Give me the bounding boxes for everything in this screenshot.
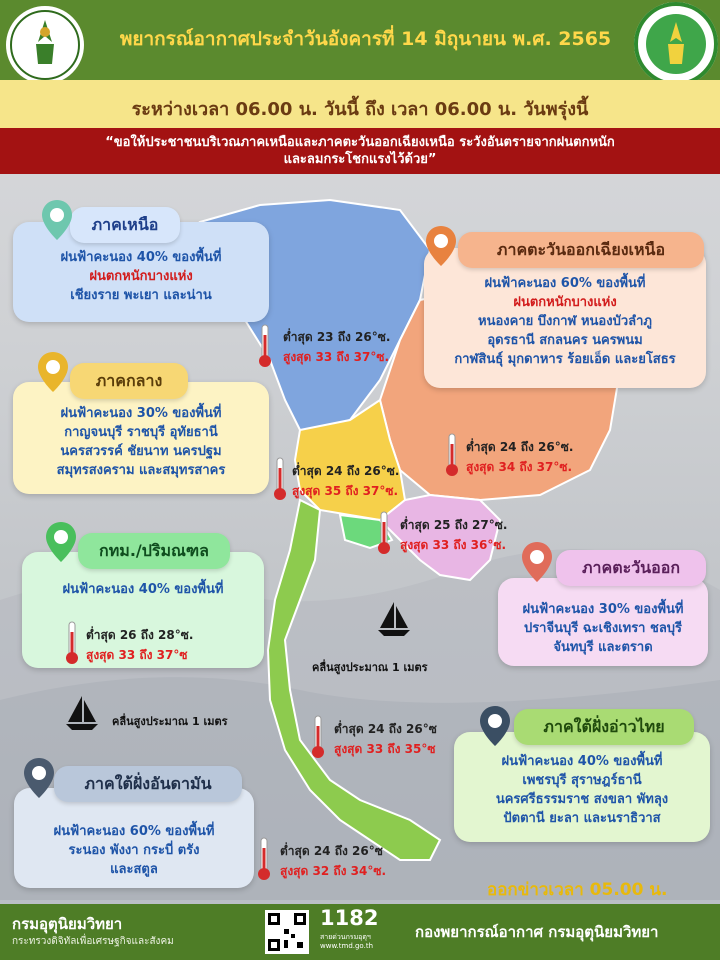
location-pin-icon — [40, 198, 74, 242]
northeast-line-3: หนองคาย บึงกาฬ หนองบัวลำภู — [478, 314, 652, 329]
period-text: ระหว่างเวลา 06.00 น. วันนี้ ถึง เวลา 06.00 น. วันพรุ่งนี้ — [131, 99, 589, 120]
north-temp-max: สูงสุด 33 ถึง 37°ซ. — [283, 350, 390, 364]
south-andaman-tag: ภาคใต้ฝั่งอันดามัน — [54, 766, 242, 802]
website-link[interactable]: www.tmd.go.th — [320, 942, 373, 950]
bangkok-tag: กทม./ปริมณฑล — [78, 533, 230, 569]
hotline-label: สายด่วนกรมอุตุฯ — [320, 933, 371, 941]
northeast-line-4: อุดรธานี สกลนคร นครพนม — [487, 333, 643, 348]
location-pin-icon — [478, 704, 512, 748]
thermometer-icon — [256, 836, 272, 882]
northeast-line-5: กาฬสินธุ์ มุกดาหาร ร้อยเอ็ด และยโสธร — [454, 352, 676, 367]
tmd-logo — [634, 2, 718, 86]
east-line-3: จันทบุรี และตราด — [553, 640, 653, 655]
qr-code-icon[interactable] — [265, 910, 309, 954]
northeast-line-2: ฝนตกหนักบางแห่ง — [513, 295, 617, 310]
central-line-3: นครสวรรค์ ชัยนาท นครปฐม — [60, 444, 222, 459]
central-line-4: สมุทรสงคราม และสมุทรสาคร — [56, 463, 226, 478]
south-andaman-line-3: และสตูล — [110, 862, 158, 877]
footer-org-name: กรมอุตุนิยมวิทยา — [12, 915, 123, 933]
central-tag: ภาคกลาง — [70, 363, 188, 399]
north-line-3: เชียงราย พะเยา และน่าน — [70, 288, 212, 303]
south-gulf-temp-max: สูงสุด 33 ถึง 35°ซ — [334, 742, 436, 756]
north-line-1: ฝนฟ้าคะนอง 40% ของพื้นที่ — [60, 250, 222, 265]
northeast-temp-max: สูงสุด 34 ถึง 37°ซ. — [466, 460, 573, 474]
east-line-2: ปราจีนบุรี ฉะเชิงเทรา ชลบุรี — [523, 621, 683, 636]
northeast-box — [424, 248, 706, 388]
northeast-temp-min: ต่ำสุด 24 ถึง 26°ซ. — [466, 440, 574, 454]
location-pin-icon — [520, 540, 554, 584]
north-tag: ภาคเหนือ — [70, 207, 180, 243]
south-andaman-temp-min: ต่ำสุด 24 ถึง 26°ซ — [280, 844, 383, 858]
thermometer-icon — [310, 714, 326, 760]
south-gulf-line-1: ฝนฟ้าคะนอง 40% ของพื้นที่ — [501, 754, 663, 769]
thermometer-icon — [444, 432, 460, 478]
northeast-line-1: ฝนฟ้าคะนอง 60% ของพื้นที่ — [484, 276, 646, 291]
south-andaman-line-1: ฝนฟ้าคะนอง 60% ของพื้นที่ — [53, 824, 215, 839]
warning-text: “ขอให้ประชาชนบริเวณภาคเหนือและภาคตะวันออกเฉียงเหนือ ระวังอันตรายจากฝนตกหนัก และลมกระโชกแรงไว้ด้วย” — [105, 135, 615, 167]
south-andaman-line-2: ระนอง พังงา กระบี่ ตรัง — [68, 843, 200, 858]
bangkok-line-1: ฝนฟ้าคะนอง 40% ของพื้นที่ — [62, 582, 224, 597]
central-line-2: กาญจนบุรี ราชบุรี อุทัยธานี — [64, 425, 218, 440]
east-temp-max: สูงสุด 33 ถึง 36°ซ. — [400, 538, 507, 552]
page-title: พยากรณ์อากาศประจำวันอังคารที่ 14 มิถุนายน พ.ศ. 2565 — [119, 28, 612, 50]
issue-time: ออกข่าวเวลา 05.00 น. — [487, 880, 668, 900]
sailboat-icon — [62, 694, 102, 736]
south-gulf-line-3: นครศรีธรรมราช สงขลา พัทลุง — [495, 792, 669, 807]
period-bar — [0, 80, 720, 128]
warning-bar — [0, 128, 720, 174]
location-pin-icon — [44, 520, 78, 564]
south-andaman-temp-max: สูงสุด 32 ถึง 34°ซ. — [280, 864, 387, 878]
location-pin-icon — [36, 350, 70, 394]
bangkok-temp-min: ต่ำสุด 26 ถึง 28°ซ. — [86, 628, 194, 642]
location-pin-icon — [424, 224, 458, 268]
central-temp-max: สูงสุด 35 ถึง 37°ซ. — [292, 484, 399, 498]
south-andaman-box — [14, 788, 254, 888]
thermometer-icon — [376, 510, 392, 556]
south-gulf-line-2: เพชรบุรี สุราษฎร์ธานี — [522, 773, 642, 788]
thermometer-icon — [64, 620, 80, 666]
hotline-number: 1182 — [320, 906, 379, 930]
south-gulf-temp-min: ต่ำสุด 24 ถึง 26°ซ — [334, 722, 437, 736]
east-temp-min: ต่ำสุด 25 ถึง 27°ซ. — [400, 518, 508, 532]
south-gulf-tag: ภาคใต้ฝั่งอ่าวไทย — [514, 709, 694, 745]
location-pin-icon — [22, 756, 56, 800]
footer-ministry: กระทรวงดิจิทัลเพื่อเศรษฐกิจและสังคม — [12, 936, 174, 947]
bangkok-temp-max: สูงสุด 33 ถึง 37°ซ — [86, 648, 188, 662]
northeast-tag: ภาคตะวันออกเฉียงเหนือ — [458, 232, 704, 268]
east-box — [498, 578, 708, 666]
andaman-wave-text: คลื่นสูงประมาณ 1 เมตร — [112, 715, 228, 728]
ministry-logo — [6, 6, 84, 84]
south-gulf-line-4: ปัตตานี ยะลา และนราธิวาส — [503, 811, 661, 826]
thermometer-icon — [272, 456, 288, 502]
east-line-1: ฝนฟ้าคะนอง 30% ของพื้นที่ — [522, 602, 684, 617]
east-tag: ภาคตะวันออก — [556, 550, 706, 586]
north-line-2: ฝนตกหนักบางแห่ง — [89, 269, 193, 284]
south-gulf-box — [454, 732, 710, 842]
north-temp-min: ต่ำสุด 23 ถึง 26°ซ. — [283, 330, 391, 344]
central-line-1: ฝนฟ้าคะนอง 30% ของพื้นที่ — [60, 406, 222, 421]
central-temp-min: ต่ำสุด 24 ถึง 26°ซ. — [292, 464, 400, 478]
gulf-wave-text: คลื่นสูงประมาณ 1 เมตร — [312, 661, 428, 674]
footer-division: กองพยากรณ์อากาศ กรมอุตุนิยมวิทยา — [415, 923, 659, 941]
sailboat-icon — [374, 600, 414, 642]
thermometer-icon — [257, 323, 273, 369]
